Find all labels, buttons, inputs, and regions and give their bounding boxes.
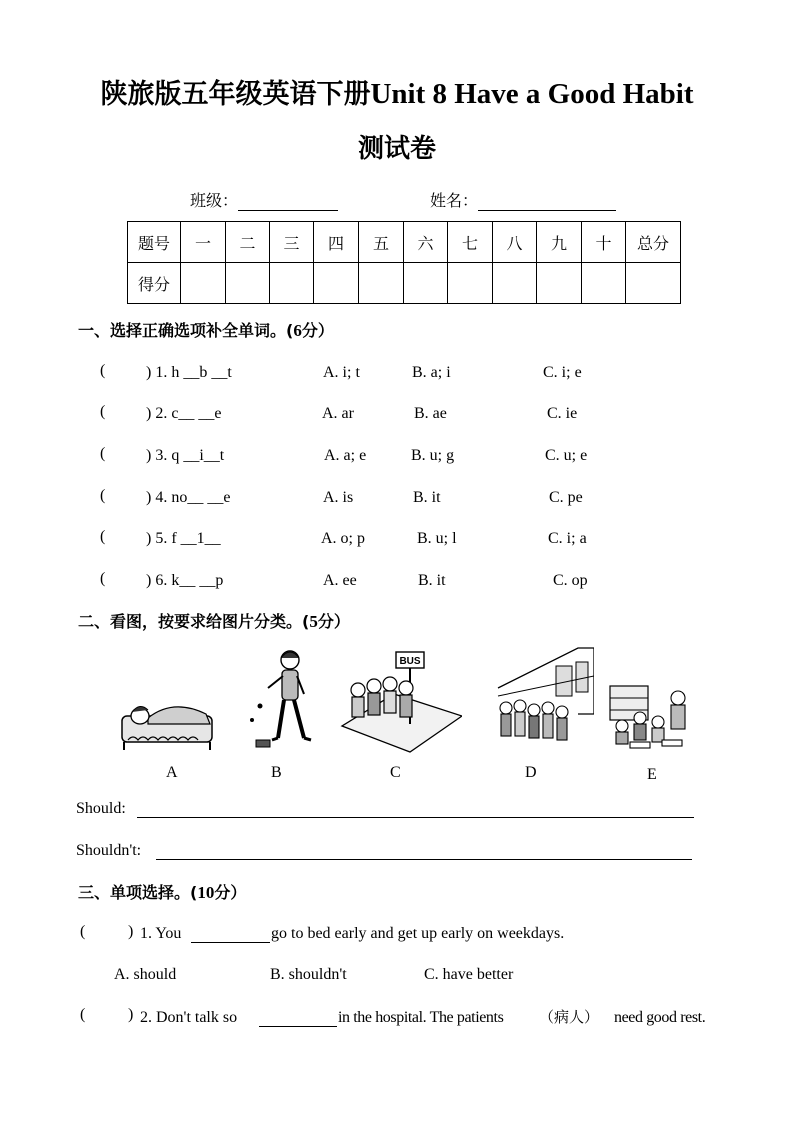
score-cell: 总分 bbox=[626, 222, 681, 263]
question-text: go to bed early and get up early on weekdays. bbox=[271, 925, 565, 942]
score-input-cell[interactable] bbox=[270, 263, 314, 304]
score-input-cell[interactable] bbox=[226, 263, 270, 304]
answer-paren-open[interactable]: ( bbox=[80, 923, 86, 940]
picture-caption: C bbox=[390, 764, 401, 781]
score-cell: 二 bbox=[226, 222, 270, 263]
shouldnt-label: Shouldn't: bbox=[76, 842, 142, 859]
class-label: 班级： bbox=[190, 191, 239, 210]
option-b: B. u; l bbox=[417, 530, 457, 547]
question-text: ) 1. h __b __t bbox=[146, 364, 232, 381]
should-answer-line[interactable] bbox=[137, 817, 694, 818]
class-blank[interactable] bbox=[238, 192, 338, 211]
score-input-cell[interactable] bbox=[537, 263, 582, 304]
option-a: A. o; p bbox=[321, 530, 365, 547]
score-cell: 三 bbox=[270, 222, 314, 263]
section1-heading: 一、选择正确选项补全单词。(6分） bbox=[78, 321, 334, 340]
question-text: ) 6. k__ __p bbox=[146, 572, 224, 589]
score-cell: 五 bbox=[359, 222, 404, 263]
answer-paren[interactable]: ( bbox=[100, 445, 106, 462]
score-input-cell[interactable] bbox=[582, 263, 626, 304]
score-input-cell[interactable] bbox=[404, 263, 448, 304]
score-input-cell[interactable] bbox=[181, 263, 226, 304]
question-text: 1. You bbox=[140, 925, 182, 942]
answer-paren-open[interactable]: ( bbox=[80, 1006, 86, 1023]
bus-sign-text: BUS bbox=[399, 656, 421, 667]
score-table-score-row bbox=[128, 263, 681, 304]
answer-paren[interactable]: ( bbox=[100, 362, 106, 379]
picture-e-reading-children bbox=[608, 684, 698, 754]
option-b: B. a; i bbox=[412, 364, 451, 381]
score-cell: 十 bbox=[582, 222, 626, 263]
name-label: 姓名： bbox=[430, 191, 479, 210]
title-english: Unit 8 Have a Good Habit bbox=[370, 78, 694, 110]
question-text: ) 2. c__ __e bbox=[146, 405, 222, 422]
question-text: 2. Don't talk so bbox=[140, 1009, 238, 1026]
page-subtitle: 测试卷 bbox=[357, 134, 436, 164]
score-cell: 九 bbox=[537, 222, 582, 263]
score-input-cell[interactable] bbox=[493, 263, 537, 304]
option-c: C. op bbox=[553, 572, 588, 589]
option-c: C. pe bbox=[549, 489, 583, 506]
answer-paren[interactable]: ( bbox=[100, 570, 106, 587]
class-field bbox=[190, 188, 338, 211]
score-input-cell[interactable] bbox=[448, 263, 493, 304]
picture-caption: B bbox=[271, 764, 282, 781]
question-text: ) 4. no__ __e bbox=[146, 489, 231, 506]
answer-paren[interactable]: ( bbox=[100, 487, 106, 504]
option-c: C. u; e bbox=[545, 447, 588, 464]
picture-caption: E bbox=[647, 766, 657, 783]
picture-b-boy-littering bbox=[242, 648, 322, 754]
option-a: A. ar bbox=[322, 405, 354, 422]
should-label: Should: bbox=[76, 800, 126, 817]
option-a: A. should bbox=[114, 966, 177, 983]
answer-paren[interactable]: ( bbox=[100, 528, 106, 545]
option-a: A. i; t bbox=[323, 364, 360, 381]
option-c: C. have better bbox=[424, 966, 514, 983]
option-c: C. i; a bbox=[548, 530, 587, 547]
option-b: B. it bbox=[413, 489, 441, 506]
picture-a-sleeping-child bbox=[118, 688, 218, 754]
score-cell: 六 bbox=[404, 222, 448, 263]
answer-paren-close: ) bbox=[128, 1006, 134, 1023]
option-a: A. is bbox=[323, 489, 354, 506]
option-c: C. i; e bbox=[543, 364, 582, 381]
option-c: C. ie bbox=[547, 405, 578, 422]
score-cell: 四 bbox=[314, 222, 359, 263]
score-table-header-row bbox=[128, 222, 681, 263]
question-text: in the hospital. The patients bbox=[338, 1009, 504, 1026]
score-input-cell[interactable] bbox=[359, 263, 404, 304]
question-text: ) 5. f __1__ bbox=[146, 530, 221, 547]
question-chinese-note: （病人） bbox=[539, 1008, 600, 1026]
name-blank[interactable] bbox=[478, 192, 616, 211]
picture-d-crowd-at-train bbox=[494, 646, 594, 754]
question-text: ) 3. q __i__t bbox=[146, 447, 225, 464]
answer-blank[interactable] bbox=[259, 1026, 337, 1027]
score-cell: 八 bbox=[493, 222, 537, 263]
picture-caption: A bbox=[166, 764, 178, 781]
option-b: B. u; g bbox=[411, 447, 455, 464]
shouldnt-answer-line[interactable] bbox=[156, 859, 692, 860]
picture-caption: D bbox=[525, 764, 537, 781]
score-table bbox=[127, 221, 681, 304]
picture-c-queue-for-bus bbox=[340, 650, 462, 754]
answer-paren[interactable]: ( bbox=[100, 403, 106, 420]
option-a: A. a; e bbox=[324, 447, 367, 464]
section2-heading: 二、看图，按要求给图片分类。(5分） bbox=[78, 612, 350, 631]
score-cell: 一 bbox=[181, 222, 226, 263]
option-b: B. shouldn't bbox=[270, 966, 347, 983]
option-b: B. it bbox=[418, 572, 446, 589]
page-title bbox=[0, 72, 794, 111]
score-cell: 题号 bbox=[128, 222, 181, 263]
score-cell: 七 bbox=[448, 222, 493, 263]
section3-heading: 三、单项选择。(10分） bbox=[78, 883, 247, 902]
answer-blank[interactable] bbox=[191, 942, 270, 943]
option-b: B. ae bbox=[414, 405, 447, 422]
answer-paren-close: ) bbox=[128, 923, 134, 940]
name-field bbox=[430, 188, 616, 211]
option-a: A. ee bbox=[323, 572, 357, 589]
score-input-cell[interactable] bbox=[314, 263, 359, 304]
score-input-cell[interactable] bbox=[626, 263, 681, 304]
score-cell: 得分 bbox=[128, 263, 181, 304]
title-chinese: 陕旅版五年级英语下册 bbox=[100, 79, 371, 110]
question-text: need good rest. bbox=[614, 1009, 706, 1026]
